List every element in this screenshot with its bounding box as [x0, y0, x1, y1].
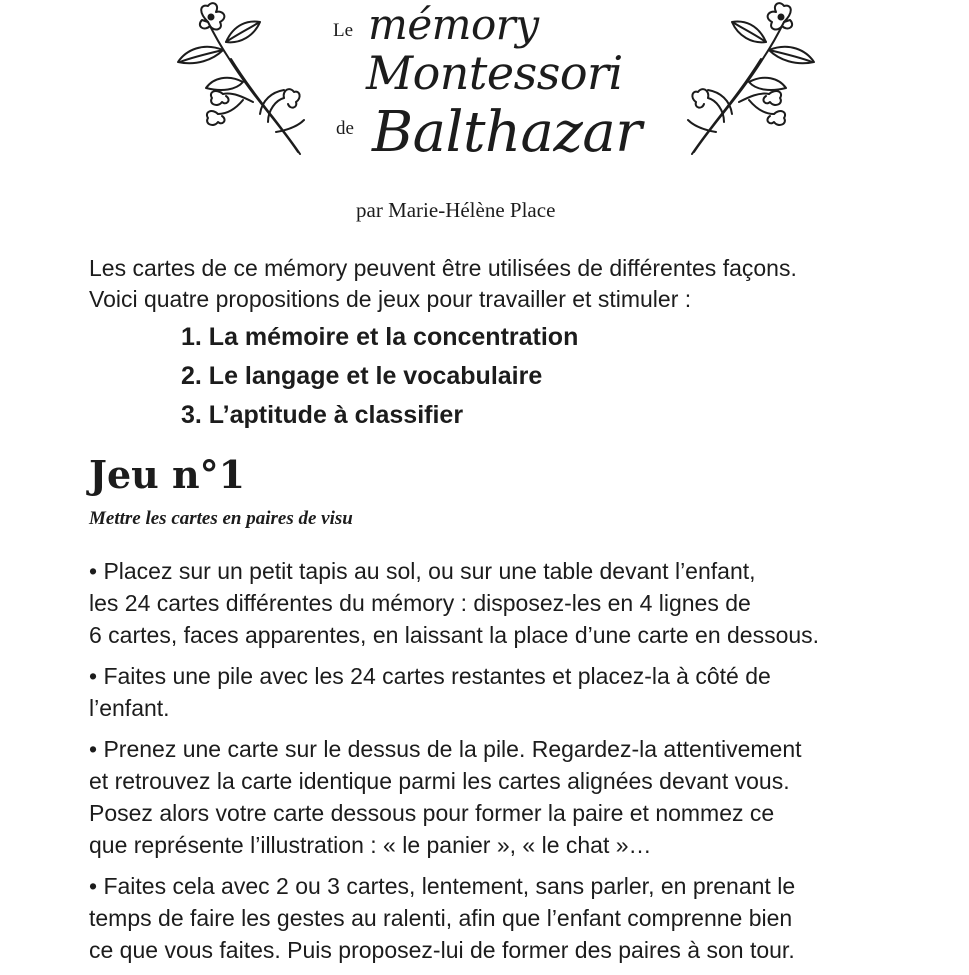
intro-paragraph: [89, 253, 899, 315]
skills-list: [181, 318, 578, 435]
bullet-line: et retrouvez la carte identique parmi les cartes alignées devant vous.: [89, 768, 790, 794]
title-le: Le: [333, 20, 354, 41]
title-header: [0, 0, 969, 235]
instructions: [89, 555, 889, 975]
instruction-bullet: [89, 733, 889, 861]
bullet-line: Posez alors votre carte dessous pour former la paire et nommez ce: [89, 800, 775, 826]
bullet-line: les 24 cartes différentes du mémory : disposez-les en 4 lignes de: [89, 590, 751, 616]
floral-branch-icon: [684, 2, 824, 162]
title-memory: mémory: [368, 0, 539, 49]
skill-item: 2. Le langage et le vocabulaire: [181, 362, 543, 390]
title-montessori: Montessori: [366, 46, 623, 100]
intro-line: Voici quatre propositions de jeux pour travailler et stimuler :: [89, 286, 692, 312]
bullet-line: • Placez sur un petit tapis au sol, ou sur une table devant l’enfant,: [89, 558, 756, 584]
bullet-line: que représente l’illustration : « le panier », « le chat »…: [89, 832, 652, 858]
author-line: par Marie-Hélène Place: [356, 198, 556, 222]
instruction-bullet: [89, 555, 889, 651]
game-title: Jeu n°1: [89, 452, 246, 497]
floral-branch-icon: [168, 2, 308, 162]
title-de: de: [336, 118, 354, 139]
bullet-line: • Prenez une carte sur le dessus de la pile. Regardez-la attentivement: [89, 736, 802, 762]
bullet-line: • Faites une pile avec les 24 cartes restantes et placez-la à côté de: [89, 663, 771, 689]
instruction-bullet: [89, 660, 889, 724]
bullet-line: temps de faire les gestes au ralenti, afin que l’enfant comprenne bien: [89, 905, 793, 931]
skill-item: 1. La mémoire et la concentration: [181, 323, 579, 351]
bullet-line: l’enfant.: [89, 695, 170, 721]
bullet-line: 6 cartes, faces apparentes, en laissant la place d’une carte en dessous.: [89, 622, 820, 648]
game-subtitle: Mettre les cartes en paires de visu: [89, 508, 353, 529]
intro-line: Les cartes de ce mémory peuvent être utilisées de différentes façons.: [89, 255, 797, 281]
bullet-line: ce que vous faites. Puis proposez-lui de former des paires à son tour.: [89, 937, 795, 963]
instruction-bullet: [89, 870, 889, 966]
bullet-line: • Faites cela avec 2 ou 3 cartes, lentement, sans parler, en prenant le: [89, 873, 796, 899]
skill-item: 3. L’aptitude à classifier: [181, 401, 464, 429]
title-balthazar: Balthazar: [372, 100, 642, 165]
